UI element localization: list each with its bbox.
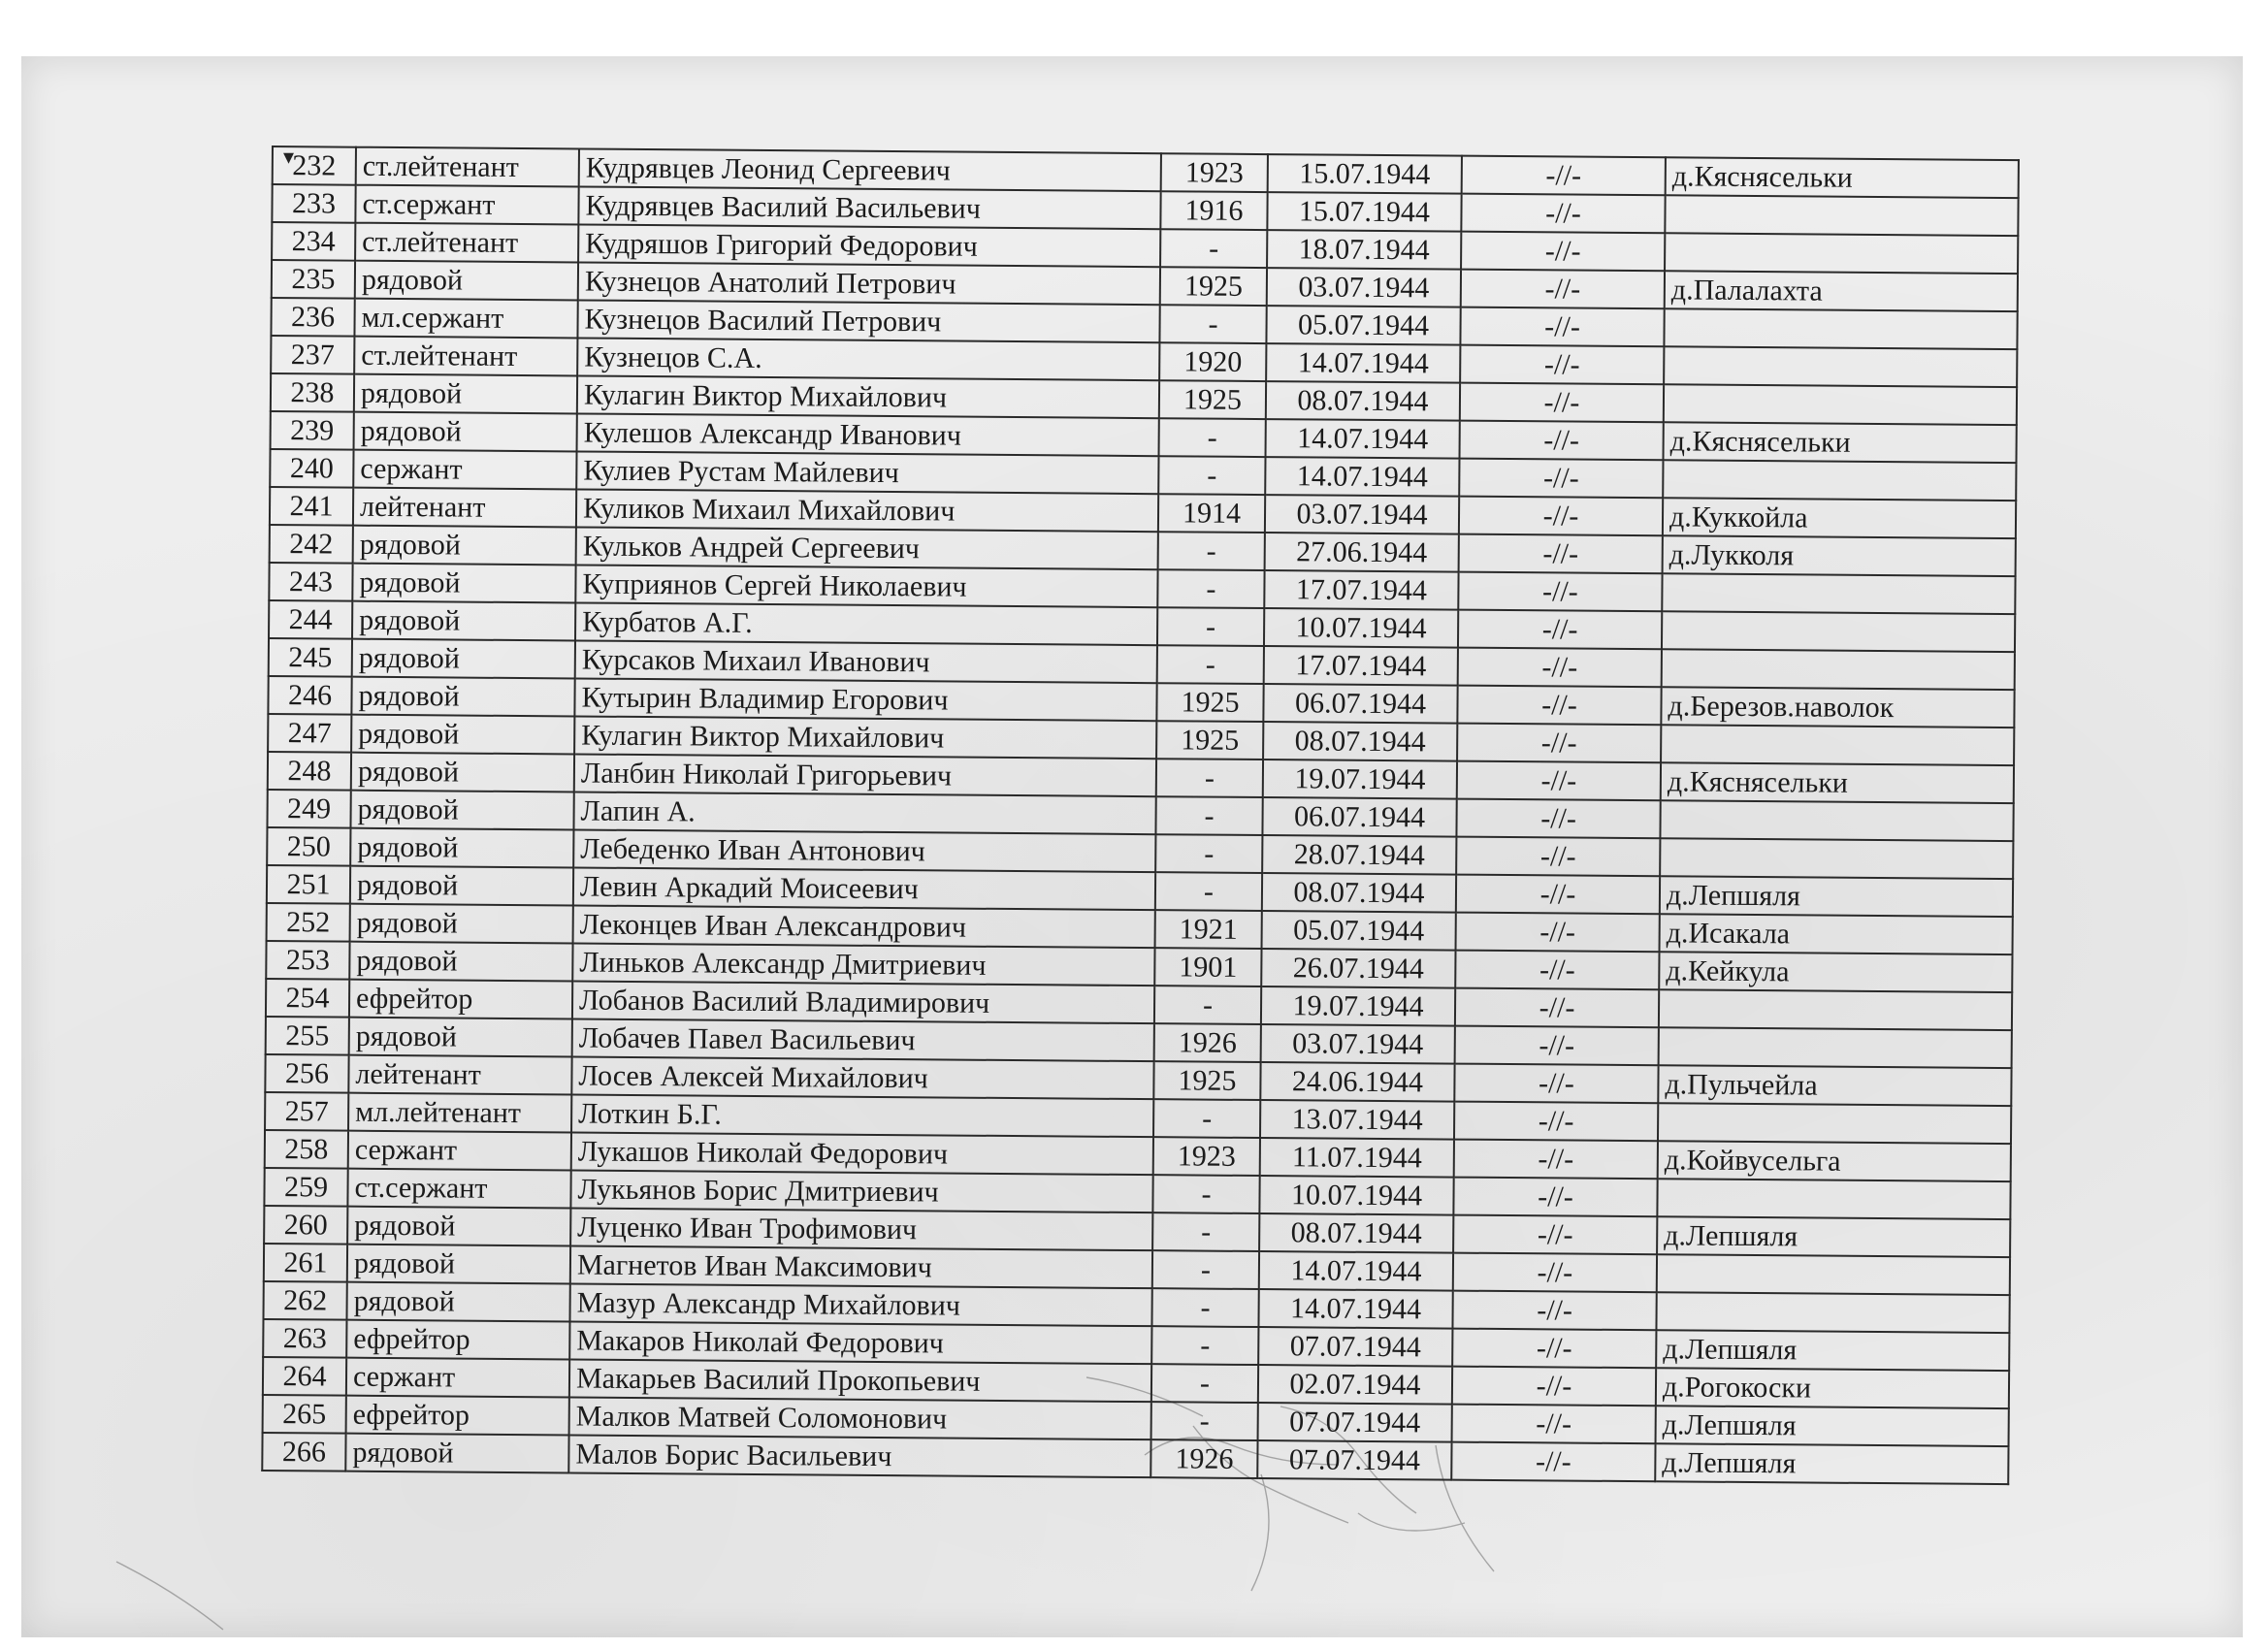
- birth-year-cell: -: [1157, 607, 1264, 646]
- full-name-cell: Лебеденко Иван Антонович: [573, 829, 1155, 872]
- death-date-cell: 15.07.1944: [1268, 154, 1462, 194]
- birth-year-cell: -: [1158, 532, 1265, 570]
- birth-year-cell: 1901: [1154, 948, 1261, 986]
- rank-cell: рядовой: [351, 753, 574, 792]
- burial-place-cell: [1663, 460, 2016, 501]
- birth-year-cell: -: [1151, 1288, 1258, 1327]
- ditto-mark-cell: -//-: [1457, 724, 1661, 763]
- rank-cell: ефрейтор: [346, 1320, 569, 1360]
- rank-cell: ст.сержант: [347, 1169, 570, 1209]
- death-date-cell: 24.06.1944: [1260, 1062, 1454, 1102]
- birth-year-cell: 1925: [1159, 380, 1266, 419]
- ditto-mark-cell: -//-: [1458, 648, 1662, 688]
- death-date-cell: 14.07.1944: [1259, 1251, 1453, 1291]
- burial-place-cell: [1665, 195, 2018, 236]
- birth-year-cell: 1914: [1158, 494, 1265, 533]
- birth-year-cell: -: [1160, 229, 1267, 268]
- death-date-cell: 11.07.1944: [1260, 1138, 1454, 1178]
- birth-year-cell: -: [1152, 1175, 1259, 1213]
- row-number: 244: [269, 600, 352, 639]
- row-number: 262: [263, 1281, 346, 1320]
- burial-place-cell: [1660, 800, 2013, 841]
- birth-year-cell: -: [1151, 1364, 1258, 1403]
- rank-cell: рядовой: [350, 791, 573, 830]
- full-name-cell: Кузнецов Анатолий Петрович: [578, 262, 1160, 305]
- full-name-cell: Лобачев Павел Васильевич: [572, 1018, 1154, 1061]
- full-name-cell: Кульков Андрей Сергеевич: [576, 527, 1158, 569]
- burial-place-cell: д.Исакала: [1660, 914, 2013, 954]
- full-name-cell: Кудряшов Григорий Федорович: [578, 224, 1160, 267]
- birth-year-cell: -: [1159, 305, 1266, 343]
- full-name-cell: Ланбин Николай Григорьевич: [574, 754, 1156, 796]
- rank-cell: ефрейтор: [349, 980, 572, 1019]
- row-number: 266: [262, 1433, 345, 1471]
- ditto-mark-cell: -//-: [1456, 799, 1660, 839]
- row-number: 257: [265, 1092, 348, 1131]
- row-number: 249: [267, 790, 350, 828]
- ditto-mark-cell: -//-: [1455, 988, 1659, 1028]
- row-number: 237: [271, 336, 354, 374]
- table-body: [262, 146, 2019, 1484]
- row-number: 251: [267, 865, 350, 904]
- full-name-cell: Курбатов А.Г.: [575, 602, 1157, 645]
- burial-place-cell: д.Лепшяля: [1656, 1406, 2009, 1446]
- birth-year-cell: 1926: [1154, 1023, 1261, 1062]
- ditto-mark-cell: -//-: [1454, 1064, 1658, 1104]
- ditto-mark-cell: -//-: [1456, 913, 1660, 953]
- full-name-cell: Куликов Михаил Михайлович: [576, 489, 1158, 532]
- row-number: 250: [267, 827, 350, 866]
- birth-year-cell: -: [1155, 872, 1262, 911]
- rank-cell: рядовой: [345, 1434, 568, 1473]
- rank-cell: рядовой: [352, 639, 575, 679]
- rank-cell: рядовой: [355, 261, 578, 301]
- row-number: 264: [263, 1357, 346, 1396]
- rank-cell: ст.лейтенант: [354, 337, 577, 376]
- burial-place-cell: д.Лепшяля: [1657, 1216, 2010, 1257]
- death-date-cell: 06.07.1944: [1262, 797, 1456, 837]
- ditto-mark-cell: -//-: [1455, 951, 1659, 990]
- death-date-cell: 08.07.1944: [1266, 381, 1460, 421]
- row-number: 246: [268, 676, 351, 715]
- death-date-cell: 18.07.1944: [1267, 230, 1461, 270]
- burial-place-cell: д.Лепшяля: [1660, 876, 2013, 917]
- ditto-mark-cell: -//-: [1455, 1026, 1659, 1066]
- full-name-cell: Курсаков Михаил Иванович: [575, 640, 1157, 683]
- rank-cell: рядовой: [351, 715, 574, 755]
- document-sheet: [261, 146, 2018, 1556]
- rank-cell: рядовой: [346, 1282, 569, 1322]
- full-name-cell: Лукьянов Борис Дмитриевич: [570, 1170, 1152, 1212]
- burial-place-cell: д.Березов.наволок: [1661, 687, 2014, 728]
- ditto-mark-cell: -//-: [1461, 270, 1665, 309]
- rank-cell: лейтенант: [353, 488, 576, 528]
- burial-place-cell: [1665, 233, 2018, 274]
- row-number: 261: [264, 1244, 347, 1282]
- row-number: 238: [271, 373, 354, 412]
- birth-year-cell: -: [1152, 1212, 1259, 1251]
- rank-cell: рядовой: [353, 526, 576, 566]
- row-number: 242: [270, 525, 353, 564]
- row-number: 245: [269, 638, 352, 677]
- birth-year-cell: -: [1151, 1402, 1258, 1440]
- burial-place-cell: [1656, 1292, 2009, 1333]
- birth-year-cell: -: [1155, 796, 1262, 835]
- row-number: 259: [264, 1168, 347, 1207]
- full-name-cell: Лапин А.: [573, 792, 1155, 834]
- ditto-mark-cell: -//-: [1459, 534, 1663, 574]
- birth-year-cell: -: [1154, 986, 1261, 1024]
- burial-place-cell: [1659, 989, 2012, 1030]
- rank-cell: рядовой: [354, 374, 577, 414]
- death-date-cell: 08.07.1944: [1262, 873, 1456, 913]
- full-name-cell: Левин Аркадий Моисеевич: [573, 867, 1155, 910]
- full-name-cell: Лукашов Николай Федорович: [571, 1132, 1153, 1175]
- burial-place-cell: д.Кейкула: [1659, 952, 2012, 992]
- death-date-cell: 03.07.1944: [1261, 1024, 1455, 1064]
- rank-cell: мл.лейтенант: [348, 1093, 571, 1133]
- row-number: 241: [270, 487, 353, 526]
- death-date-cell: 05.07.1944: [1266, 306, 1460, 345]
- rank-cell: рядовой: [347, 1245, 570, 1284]
- row-number: 232: [273, 146, 356, 185]
- full-name-cell: Куприянов Сергей Николаевич: [575, 565, 1157, 607]
- burial-place-cell: д.Палалахта: [1665, 271, 2018, 311]
- ditto-mark-cell: -//-: [1462, 156, 1666, 196]
- birth-year-cell: 1925: [1156, 721, 1263, 760]
- death-date-cell: 14.07.1944: [1266, 419, 1460, 459]
- ditto-mark-cell: -//-: [1460, 421, 1664, 461]
- birth-year-cell: -: [1157, 645, 1264, 684]
- death-date-cell: 07.07.1944: [1258, 1403, 1452, 1442]
- ditto-mark-cell: -//-: [1452, 1405, 1656, 1444]
- ditto-mark-cell: -//-: [1457, 686, 1661, 726]
- death-date-cell: 08.07.1944: [1259, 1213, 1453, 1253]
- birth-year-cell: 1921: [1155, 910, 1262, 949]
- row-number: 236: [271, 298, 354, 337]
- birth-year-cell: -: [1158, 456, 1265, 495]
- full-name-cell: Кулагин Виктор Михайлович: [574, 716, 1156, 759]
- rank-cell: рядовой: [351, 677, 574, 717]
- burial-place-cell: д.Лепшяля: [1656, 1330, 2009, 1371]
- full-name-cell: Лосев Алексей Михайлович: [571, 1056, 1153, 1099]
- full-name-cell: Кудрявцев Леонид Сергеевич: [579, 148, 1161, 191]
- rank-cell: мл.сержант: [354, 299, 577, 339]
- rank-cell: ст.лейтенант: [355, 223, 578, 263]
- row-number: 234: [272, 222, 355, 261]
- ditto-mark-cell: -//-: [1452, 1329, 1656, 1369]
- death-date-cell: 17.07.1944: [1264, 646, 1458, 686]
- death-date-cell: 27.06.1944: [1265, 533, 1459, 572]
- birth-year-cell: -: [1153, 1099, 1260, 1138]
- rank-cell: рядовой: [349, 942, 572, 982]
- birth-year-cell: -: [1155, 834, 1262, 873]
- rank-cell: рядовой: [350, 866, 573, 906]
- full-name-cell: Кулагин Виктор Михайлович: [577, 375, 1159, 418]
- ditto-mark-cell: -//-: [1458, 610, 1662, 650]
- rank-cell: ефрейтор: [346, 1396, 569, 1436]
- death-date-cell: 14.07.1944: [1258, 1289, 1452, 1329]
- rank-cell: рядовой: [350, 828, 573, 868]
- full-name-cell: Макарьев Василий Прокопьевич: [569, 1359, 1151, 1402]
- death-date-cell: 05.07.1944: [1262, 911, 1456, 951]
- ditto-mark-cell: -//-: [1453, 1178, 1657, 1217]
- row-number: 260: [264, 1206, 347, 1245]
- rank-cell: рядовой: [347, 1207, 570, 1246]
- ditto-mark-cell: -//-: [1461, 194, 1665, 234]
- ditto-mark-cell: -//-: [1460, 307, 1664, 347]
- ditto-mark-cell: -//-: [1453, 1215, 1657, 1255]
- rank-cell: сержант: [348, 1131, 571, 1171]
- burial-place-cell: [1658, 1103, 2011, 1144]
- burial-place-cell: [1659, 1027, 2012, 1068]
- death-date-cell: 19.07.1944: [1261, 986, 1455, 1026]
- row-number: 253: [266, 941, 349, 980]
- full-name-cell: Кузнецов С.А.: [577, 338, 1159, 380]
- row-number: 258: [265, 1130, 348, 1169]
- burial-place-cell: [1661, 725, 2014, 765]
- ditto-mark-cell: -//-: [1459, 459, 1663, 499]
- row-number: 247: [268, 714, 351, 753]
- full-name-cell: Мазур Александр Михайлович: [569, 1283, 1151, 1326]
- ditto-mark-cell: -//-: [1452, 1291, 1656, 1331]
- row-number: 243: [269, 563, 352, 601]
- death-date-cell: 10.07.1944: [1259, 1176, 1453, 1215]
- burial-place-cell: [1662, 611, 2015, 652]
- full-name-cell: Кутырин Владимир Егорович: [574, 678, 1156, 721]
- row-number: 263: [263, 1319, 346, 1358]
- ditto-mark-cell: -//-: [1461, 232, 1665, 272]
- ditto-mark-cell: -//-: [1459, 497, 1663, 536]
- burial-place-cell: [1662, 573, 2015, 614]
- burial-place-cell: [1664, 384, 2017, 425]
- birth-year-cell: 1925: [1156, 683, 1263, 722]
- death-date-cell: 14.07.1944: [1265, 457, 1459, 497]
- row-number: 265: [263, 1395, 346, 1434]
- row-number: 256: [265, 1054, 348, 1093]
- full-name-cell: Кузнецов Василий Петрович: [577, 300, 1159, 342]
- ditto-mark-cell: -//-: [1451, 1442, 1655, 1482]
- death-date-cell: 15.07.1944: [1267, 192, 1461, 232]
- row-number: 254: [266, 979, 349, 1018]
- rank-cell: рядовой: [352, 601, 575, 641]
- burial-place-cell: д.Кяснясельки: [1666, 157, 2019, 198]
- birth-year-cell: -: [1152, 1250, 1259, 1289]
- full-name-cell: Малков Матвей Соломонович: [569, 1397, 1151, 1439]
- burial-place-cell: [1664, 308, 2017, 349]
- birth-year-cell: -: [1157, 569, 1264, 608]
- burial-place-cell: [1660, 838, 2013, 879]
- burial-place-cell: д.Койвусельга: [1658, 1141, 2011, 1181]
- birth-year-cell: 1923: [1153, 1137, 1260, 1176]
- row-number: 240: [270, 449, 353, 488]
- birth-year-cell: 1916: [1160, 191, 1267, 230]
- death-date-cell: 19.07.1944: [1263, 760, 1457, 799]
- rank-cell: рядовой: [350, 904, 573, 944]
- death-date-cell: 13.07.1944: [1260, 1100, 1454, 1140]
- rank-cell: сержант: [353, 450, 576, 490]
- burial-place-cell: [1657, 1179, 2010, 1219]
- death-date-cell: 03.07.1944: [1265, 495, 1459, 534]
- rank-cell: рядовой: [352, 564, 575, 603]
- full-name-cell: Кулешов Александр Иванович: [577, 413, 1159, 456]
- burial-place-cell: д.Лукколя: [1663, 535, 2016, 576]
- row-number: 235: [272, 260, 355, 299]
- ditto-mark-cell: -//-: [1460, 383, 1664, 423]
- ditto-mark-cell: -//-: [1457, 761, 1661, 801]
- death-date-cell: 03.07.1944: [1267, 268, 1461, 307]
- birth-year-cell: -: [1151, 1326, 1258, 1365]
- birth-year-cell: -: [1159, 418, 1266, 457]
- full-name-cell: Макаров Николай Федорович: [569, 1321, 1151, 1364]
- birth-year-cell: 1925: [1160, 267, 1267, 306]
- burial-place-cell: д.Лепшяля: [1655, 1443, 2008, 1484]
- burial-place-cell: д.Кяснясельки: [1661, 762, 2014, 803]
- death-date-cell: 17.07.1944: [1264, 570, 1458, 610]
- birth-year-cell: -: [1156, 759, 1263, 797]
- ditto-mark-cell: -//-: [1460, 345, 1664, 385]
- death-date-cell: 07.07.1944: [1258, 1327, 1452, 1367]
- ditto-mark-cell: -//-: [1454, 1140, 1658, 1180]
- casualty-table: [261, 146, 2020, 1485]
- death-date-cell: 02.07.1944: [1258, 1365, 1452, 1405]
- ditto-mark-cell: -//-: [1458, 572, 1662, 612]
- burial-place-cell: д.Рогокоски: [1656, 1368, 2009, 1408]
- ditto-mark-cell: -//-: [1452, 1367, 1656, 1406]
- birth-year-cell: 1925: [1153, 1061, 1260, 1100]
- ditto-mark-cell: -//-: [1456, 875, 1660, 915]
- full-name-cell: Линьков Александр Дмитриевич: [572, 943, 1154, 986]
- death-date-cell: 07.07.1944: [1257, 1440, 1451, 1480]
- full-name-cell: Кулиев Рустам Майлевич: [576, 451, 1158, 494]
- full-name-cell: Магнетов Иван Максимович: [570, 1245, 1152, 1288]
- row-number: 233: [272, 184, 355, 223]
- rank-cell: ст.лейтенант: [356, 147, 579, 187]
- burial-place-cell: [1664, 346, 2017, 387]
- full-name-cell: Луценко Иван Трофимович: [570, 1208, 1152, 1250]
- full-name-cell: Лобанов Василий Владимирович: [572, 981, 1154, 1023]
- ditto-mark-cell: -//-: [1456, 837, 1660, 877]
- full-name-cell: Лоткин Б.Г.: [571, 1094, 1153, 1137]
- burial-place-cell: д.Кяснясельки: [1663, 422, 2016, 463]
- rank-cell: ст.сержант: [355, 185, 578, 225]
- death-date-cell: 08.07.1944: [1263, 722, 1457, 761]
- row-number: 248: [268, 752, 351, 791]
- rank-cell: рядовой: [349, 1018, 572, 1057]
- burial-place-cell: д.Пульчейла: [1658, 1065, 2011, 1106]
- row-number: 252: [267, 903, 350, 942]
- rank-cell: сержант: [346, 1358, 569, 1398]
- ditto-mark-cell: -//-: [1454, 1102, 1658, 1142]
- ditto-mark-cell: -//-: [1453, 1253, 1657, 1293]
- row-number: 255: [266, 1017, 349, 1055]
- death-date-cell: 06.07.1944: [1263, 684, 1457, 724]
- corner-mark: ▾: [283, 145, 295, 169]
- burial-place-cell: д.Куккойла: [1663, 498, 2016, 538]
- death-date-cell: 26.07.1944: [1261, 949, 1455, 988]
- rank-cell: лейтенант: [348, 1055, 571, 1095]
- birth-year-cell: 1920: [1159, 342, 1266, 381]
- death-date-cell: 28.07.1944: [1262, 835, 1456, 875]
- birth-year-cell: 1926: [1150, 1439, 1257, 1478]
- death-date-cell: 14.07.1944: [1266, 343, 1460, 383]
- birth-year-cell: 1923: [1161, 153, 1268, 192]
- death-date-cell: 10.07.1944: [1264, 608, 1458, 648]
- rank-cell: рядовой: [354, 412, 577, 452]
- row-number: 239: [271, 411, 354, 450]
- full-name-cell: Кудрявцев Василий Васильевич: [578, 186, 1160, 229]
- burial-place-cell: [1662, 649, 2015, 690]
- burial-place-cell: [1657, 1254, 2010, 1295]
- full-name-cell: Леконцев Иван Александрович: [573, 905, 1155, 948]
- full-name-cell: Малов Борис Васильевич: [568, 1435, 1150, 1477]
